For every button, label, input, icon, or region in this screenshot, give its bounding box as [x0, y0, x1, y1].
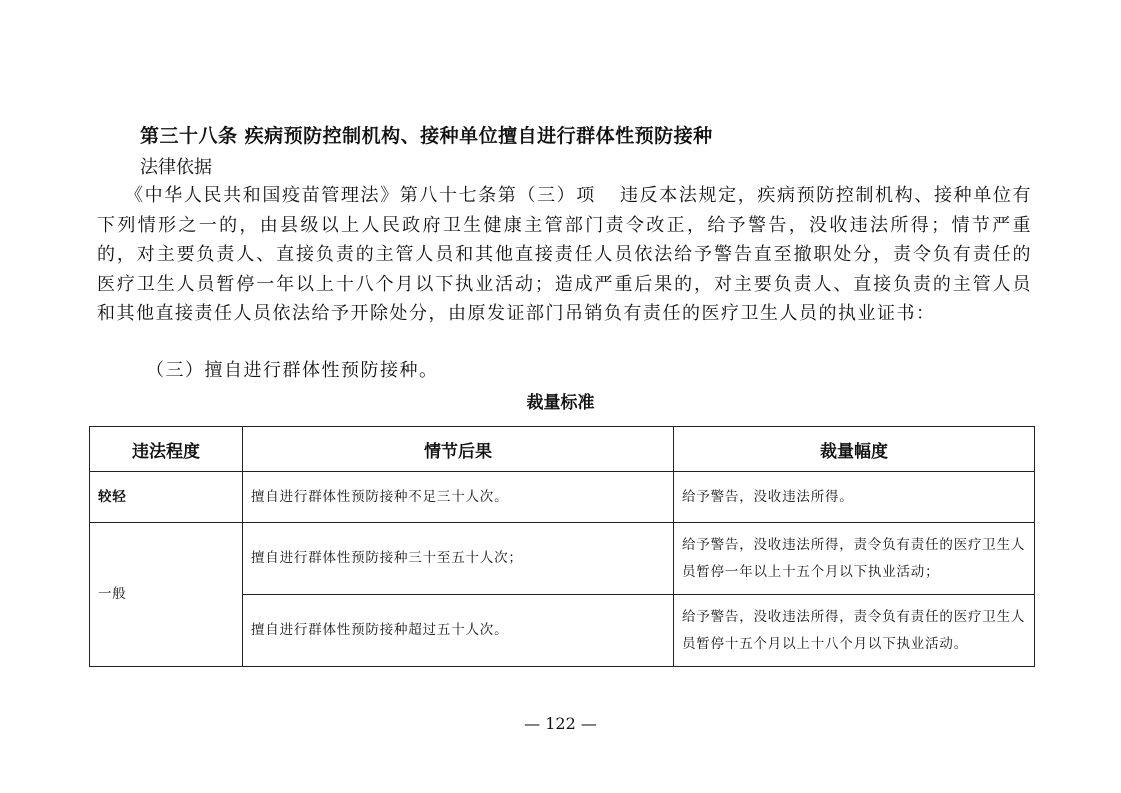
legal-basis-title: 法律依据: [140, 157, 212, 178]
level-cell: 一般: [90, 523, 243, 667]
header-circumstance: 情节后果: [243, 427, 674, 472]
legal-basis-text: [97, 181, 1032, 329]
discretion-standard-table: [89, 426, 1035, 667]
penalty-cell: 给予警告，没收违法所得，责令负有责任的医疗卫生人员暂停一年以上十五个月以下执业活动；: [674, 523, 1035, 595]
legal-item-three: （三）擅自进行群体性预防接种。: [146, 360, 439, 381]
penalty-cell: 给予警告，没收违法所得，责令负有责任的医疗卫生人员暂停十五个月以上十八个月以下执业活动。: [674, 595, 1035, 667]
header-violation-level: 违法程度: [90, 427, 243, 472]
circumstance-cell: 擅自进行群体性预防接种超过五十人次。: [243, 595, 674, 667]
table-row: [90, 472, 1035, 523]
header-penalty-range: 裁量幅度: [674, 427, 1035, 472]
table-header-row: [90, 427, 1035, 472]
circumstance-cell: 擅自进行群体性预防接种三十至五十人次；: [243, 523, 674, 595]
legal-citation: 《中华人民共和国疫苗管理法》第八十七条第（三）项: [125, 185, 596, 206]
table-title: 裁量标准: [526, 393, 595, 413]
legal-body: 违反本法规定，疾病预防控制机构、接种单位有下列情形之一的，由县级以上人民政府卫生健康主管部门责令改正，给予警告，没收违法所得；情节严重的，对主要负责人、直接负责的主管人员和其他直接责任人员依法给予警告直至撤职处分，责令负有责任的医疗卫生人员暂停一年以上十八个月以下执业活动；造成严重后果的，对主要负责人、直接负责的主管人员和其他直接责任人员依法给予开除处分，由原发证部门吊销负有责任的医疗卫生人员的执业证书：: [97, 185, 1033, 324]
table-row: [90, 523, 1035, 595]
article-heading: 第三十八条 疾病预防控制机构、接种单位擅自进行群体性预防接种: [140, 125, 713, 147]
level-cell: 较轻: [90, 472, 243, 523]
penalty-cell: 给予警告，没收违法所得。: [674, 472, 1035, 523]
page-number: — 122 —: [524, 714, 597, 733]
circumstance-cell: 擅自进行群体性预防接种不足三十人次。: [243, 472, 674, 523]
